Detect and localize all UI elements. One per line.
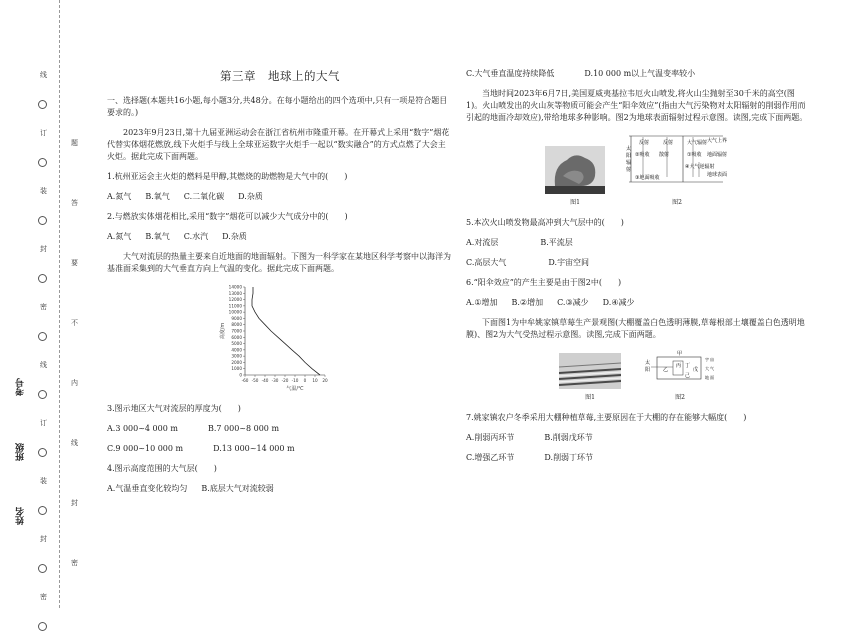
figure-row-1: [466, 132, 810, 207]
diagram-label: 大气上界: [707, 138, 728, 144]
radiation-diagram: [623, 132, 731, 207]
x-tick-label: -20: [281, 378, 289, 384]
question-4: 4.图示高度范围的大气层( ): [107, 464, 217, 474]
punch-hole: [38, 390, 47, 399]
diagram-label: 面: [710, 375, 714, 380]
option: D.10 000 m以上气温变率较小: [584, 69, 696, 78]
right-column: [466, 68, 810, 472]
question-5-options-row-1: [466, 237, 810, 249]
y-axis-label: 高度/m: [220, 322, 226, 340]
question-3-options-row-2: [107, 443, 453, 455]
option: A.3 000~4 000 m: [107, 424, 178, 434]
binding-char: 内: [71, 379, 78, 387]
diagram-label: 戊: [693, 367, 699, 373]
option: D.宇宙空间: [548, 258, 590, 267]
binding-char: 线: [40, 361, 47, 369]
name-label: 姓名: [16, 507, 26, 525]
option: B.7 000~8 000 m: [207, 424, 280, 434]
punch-hole: [38, 274, 47, 283]
greenhouse-photo: [559, 353, 621, 402]
y-tick-label: 7000: [231, 328, 242, 334]
option: A.氮气: [107, 232, 132, 242]
temperature-line: [252, 287, 320, 375]
y-tick-label: 12000: [228, 297, 242, 303]
y-tick-label: 14000: [228, 284, 242, 290]
question-7: 7.姚家镇农户冬季采用大棚种植草莓,主要原因在于大棚的存在能够大幅度( ): [466, 413, 747, 422]
diagram-label: 宇: [705, 357, 709, 362]
y-tick-label: 13000: [228, 291, 242, 297]
intro-paragraph-3: 当地时间2023年6月7日,美国夏威夷基拉韦厄火山喷发,将火山尘抛射至30千米的高空(图1)。火山喷发出的火山灰等物质可能会产生“阳伞效应”(指由大气污染物对太阳辐射的削弱作用而引起的地面冷却效应),带给地球多种影响。图2为地球表面辐射过程示意图。读图,完成下面两题。: [466, 89, 808, 122]
diagram-label: 地球表面: [707, 172, 728, 178]
x-tick-label: -40: [261, 378, 269, 384]
diagram-label: 地: [705, 375, 709, 380]
question-4-options: [107, 483, 453, 495]
diagram-label: 甲: [677, 351, 683, 357]
punch-hole: [38, 158, 47, 167]
diagram-label: ④大气逆辐射: [685, 164, 715, 170]
option: C.水汽: [183, 232, 209, 242]
punch-hole: [38, 216, 47, 225]
x-tick-label: -60: [241, 378, 249, 384]
diagram-label: 反射: [639, 140, 650, 146]
option: C.③减少: [557, 298, 589, 307]
radiation-diagram-svg: [623, 132, 731, 194]
diagram-label: 乙: [663, 367, 669, 373]
chart-svg: [215, 283, 345, 393]
greenhouse-image: [559, 353, 621, 389]
question-7-options-row-2: [466, 452, 810, 464]
question-3-options-row-1: [107, 423, 453, 435]
binding-margin: [0, 0, 100, 608]
option: B.平流层: [540, 238, 573, 247]
intro-paragraph-4: 下面图1为中牟姚家镇草莓生产景观图(大棚覆盖白色透明薄膜,草莓根部土壤覆盖白色透明地膜)、图2为大气受热过程示意图。读图,完成下面两题。: [466, 318, 805, 339]
option: C.高层大气: [466, 258, 507, 267]
option: A.削弱丙环节: [466, 433, 515, 442]
diagram-label: 大气辐射: [687, 140, 708, 146]
class-label: 班级: [16, 443, 26, 461]
binding-char: 封: [40, 535, 47, 543]
figure-1-caption: 图1: [570, 199, 580, 206]
binding-char: 线: [40, 71, 47, 79]
figure-2-caption: 图2: [675, 394, 685, 401]
question-5-options-row-2: [466, 257, 810, 269]
chapter-title: 第三章 地球上的大气: [220, 69, 340, 83]
diagram-label: 辐: [626, 160, 632, 166]
diagram-label: 反射: [663, 140, 674, 146]
diagram-label: 太: [626, 146, 632, 152]
x-tick-label: -10: [291, 378, 299, 384]
diagram-label: 地面辐射: [707, 152, 728, 158]
option: B.②增加: [511, 298, 544, 307]
volcano-image: [545, 146, 605, 194]
binding-char: 题: [71, 139, 78, 147]
y-tick-label: 8000: [231, 322, 242, 328]
y-tick-label: 3000: [231, 353, 242, 359]
binding-char: 要: [71, 259, 78, 267]
binding-char: 答: [71, 199, 78, 207]
punch-hole: [38, 564, 47, 573]
temperature-altitude-chart: [107, 283, 453, 393]
diagram-label: 散射: [659, 152, 670, 158]
binding-char: 不: [71, 319, 78, 327]
punch-hole: [38, 100, 47, 109]
option: D.13 000~14 000 m: [213, 444, 295, 454]
diagram-label: 宙: [710, 357, 714, 362]
diagram-label: ①吸收: [687, 152, 702, 158]
figure-row-2: [466, 349, 810, 402]
option: B.氧气: [145, 192, 170, 202]
heating-diagram: [643, 349, 717, 402]
question-4-options-continued: [466, 68, 810, 80]
x-tick-label: 20: [322, 378, 328, 384]
option: C.增强乙环节: [466, 453, 515, 462]
option: A.氮气: [107, 192, 132, 202]
diagram-label: 射: [626, 167, 632, 173]
question-2-options: [107, 231, 453, 243]
diagram-label: 丙: [676, 363, 682, 369]
option: C.二氧化碳: [183, 192, 225, 202]
y-tick-label: 11000: [228, 303, 242, 309]
question-6: 6.“阳伞效应”的产生主要是由于图2中( ): [466, 278, 622, 287]
x-axis-label: 气温/℃: [286, 386, 304, 393]
diagram-label: 太: [645, 360, 651, 366]
diagram-label: ②吸收: [635, 152, 650, 158]
diagram-label: 阳: [626, 153, 632, 159]
binding-char: 密: [40, 593, 47, 601]
section-heading: 一、选择题(本题共16小题,每小题3分,共48分。在每小题给出的四个选项中,只有一项是符合题目要求的。): [107, 96, 448, 118]
question-7-options-row-1: [466, 432, 810, 444]
binding-char: 订: [40, 419, 47, 427]
y-tick-label: 4000: [231, 347, 242, 353]
diagram-label: 己: [685, 373, 691, 379]
exam-number-label: 考号: [16, 378, 26, 396]
binding-char: 密: [40, 303, 47, 311]
binding-char: 装: [40, 477, 47, 485]
x-tick-label: -30: [271, 378, 279, 384]
question-1: 1.杭州亚运会主火炬的燃料是甲醇,其燃烧的助燃物是大气中的( ): [107, 172, 348, 182]
figure-1-caption: 图1: [585, 394, 595, 401]
x-tick-label: 10: [312, 378, 318, 384]
y-tick-label: 6000: [231, 335, 242, 341]
punch-hole: [38, 506, 47, 515]
volcano-photo: [545, 146, 605, 207]
punch-hole: [38, 448, 47, 457]
binding-char: 线: [71, 439, 78, 447]
option: A.①增加: [466, 298, 498, 307]
figure-2-caption: 图2: [672, 199, 682, 206]
binding-char: 封: [71, 499, 78, 507]
option: C.大气垂直温度持续降低: [466, 69, 555, 78]
option: B.削弱戊环节: [544, 433, 593, 442]
diagram-label: ③地面吸收: [635, 175, 660, 181]
option: D.杂质: [222, 232, 247, 242]
question-3: 3.图示地区大气对流层的厚度为( ): [107, 404, 241, 414]
y-tick-label: 1000: [231, 366, 242, 372]
option: A.对流层: [466, 238, 499, 247]
question-1-options: [107, 191, 453, 203]
fold-line: [59, 0, 60, 608]
punch-hole: [38, 332, 47, 341]
diagram-label: 大: [705, 366, 709, 371]
binding-char: 密: [71, 559, 78, 567]
x-tick-label: -50: [251, 378, 259, 384]
y-tick-label: 10000: [228, 309, 242, 315]
option: B.底层大气对流较弱: [201, 484, 274, 494]
intro-paragraph-2: 大气对流层的热量主要来自近地面的地面辐射。下图为一科学家在某地区科学考察中以海洋为基准面采集到的大气垂直方向上气温的变化。据此完成下面两题。: [107, 252, 451, 274]
binding-char: 封: [40, 245, 47, 253]
diagram-label: 阳: [645, 367, 651, 373]
y-tick-label: 2000: [231, 360, 242, 366]
option: D.杂质: [238, 192, 263, 202]
binding-char: 装: [40, 187, 47, 195]
question-2: 2.与燃放实体烟花相比,采用“数字”烟花可以减少大气成分中的( ): [107, 212, 348, 222]
left-column: [107, 68, 453, 503]
intro-paragraph-1: 2023年9月23日,第十九届亚洲运动会在浙江省杭州市隆重开幕。在开幕式上采用“数字”烟花代替实体烟花燃放,线下火炬手与线上全球亚运数字火炬手一起以“数实融合”的方式点燃了大会主火炬。据此完成下面两题。: [107, 128, 450, 162]
question-5: 5.本次火山喷发物最高冲到大气层中的( ): [466, 218, 624, 227]
option: D.削弱丁环节: [544, 453, 594, 462]
option: B.氧气: [145, 232, 170, 242]
option: C.9 000~10 000 m: [107, 444, 184, 454]
diagram-label: 气: [710, 366, 714, 371]
option: A.气温垂直变化较均匀: [107, 484, 188, 494]
diagram-label: 丁: [685, 363, 691, 369]
x-tick-label: 0: [303, 378, 307, 384]
y-tick-label: 5000: [231, 341, 242, 347]
punch-hole: [38, 622, 47, 631]
heating-diagram-svg: [643, 349, 717, 389]
option: D.④减少: [602, 298, 635, 307]
binding-char: 订: [40, 129, 47, 137]
question-6-options: [466, 297, 810, 309]
y-tick-label: 0: [239, 372, 242, 378]
y-tick-label: 9000: [231, 316, 242, 322]
